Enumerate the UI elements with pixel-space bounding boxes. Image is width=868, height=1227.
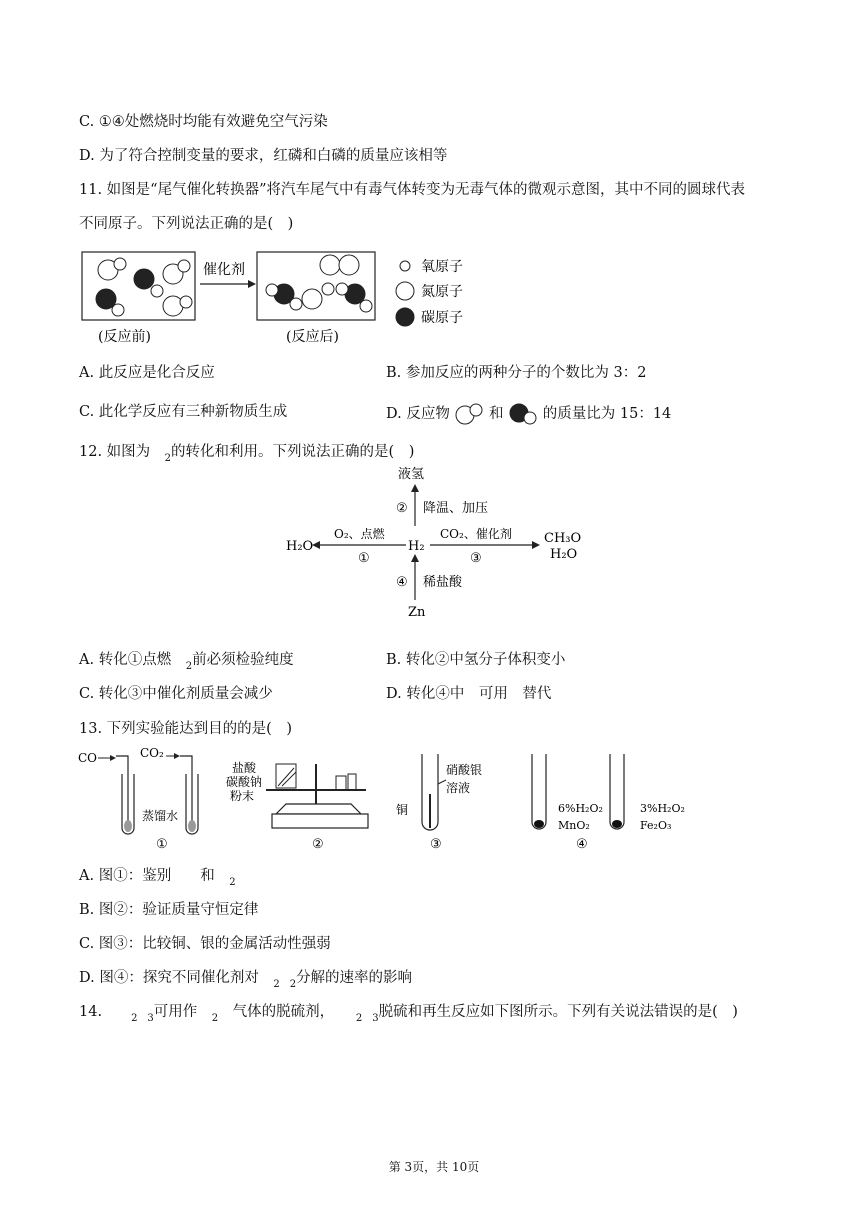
svg-text:降温、加压: 降温、加压 [423,501,489,516]
svg-text:CO: CO [78,751,98,765]
svg-text:CO₂、催化剂: CO₂、催化剂 [440,527,512,541]
svg-text:CO₂: CO₂ [140,746,164,760]
svg-text:盐酸: 盐酸 [232,761,257,775]
svg-text:①: ① [156,837,168,852]
svg-text:3%H₂O₂: 3%H₂O₂ [640,802,685,815]
svg-text:铜: 铜 [396,803,409,817]
after-label: (反应后) [286,329,339,345]
svg-text:④: ④ [576,837,588,852]
figure-11-diagram [76,244,496,354]
molecule-no-icon [454,402,484,426]
option-b13: B. 图②：验证质量守恒定律 [79,902,259,918]
svg-text:H₂O: H₂O [286,539,314,554]
svg-text:CH₃O: CH₃O [544,531,582,546]
legend-carbon: 碳原子 [421,310,463,326]
svg-text:③: ③ [470,551,482,566]
svg-text:Fe₂O₃: Fe₂O₃ [640,819,672,832]
svg-text:碳酸钠: 碳酸钠 [226,775,263,789]
svg-text:溶液: 溶液 [446,781,471,795]
option-b11: B. 参加反应的两种分子的个数比为 3：2 [386,365,647,381]
option-d11: D. 反应物 和 的质量比为 15：14 [386,402,671,426]
option-c13: C. 图③：比较铜、银的金属活动性强弱 [79,936,331,952]
svg-text:①: ① [358,551,370,566]
before-label: (反应前) [98,329,151,345]
option-d13: D. 图④：探究不同催化剂对 $_{2 2}$分解的速率的影响 [79,970,413,990]
question-13: 13. 下列实验能达到目的的是( ) [79,721,292,737]
figure-13-diagram [76,744,716,856]
svg-text:6%H₂O₂: 6%H₂O₂ [558,802,603,815]
option-c11: C. 此化学反应有三种新物质生成 [79,404,288,420]
center-h2: H₂ [408,539,425,554]
svg-text:③: ③ [430,837,442,852]
svg-text:粉末: 粉末 [230,789,255,803]
svg-text:④: ④ [396,575,408,590]
question-12: 12. 如图为 $_2$的转化和利用。下列说法正确的是( ) [79,444,415,464]
svg-text:O₂、点燃: O₂、点燃 [334,527,385,541]
option-c12: C. 转化③中催化剂质量会减少 [79,686,273,702]
svg-text:蒸馏水: 蒸馏水 [142,809,179,823]
legend-nitrogen: 氮原子 [421,284,463,300]
option-d10: D. 为了符合控制变量的要求，红磷和白磷的质量应该相等 [79,148,448,164]
page-footer: 第 3页，共 10页 [388,1160,480,1174]
option-a11: A. 此反应是化合反应 [79,365,215,381]
molecule-co-icon [508,402,538,426]
question-14: 14. $_{2 3}$可用作 $_2$ 气体的脱硫剂， $_{2 3}$脱硫和再生反应如下图所示。下列有关说法错误的是( ) [79,1004,738,1024]
option-d12: D. 转化④中 可用 替代 [386,686,552,702]
svg-text:稀盐酸: 稀盐酸 [423,575,463,590]
option-a12: A. 转化①点燃 $_2$前必须检验纯度 [79,652,294,672]
legend-oxygen: 氧原子 [421,259,463,275]
svg-text:Zn: Zn [408,605,426,620]
svg-text:H₂O: H₂O [550,547,578,562]
option-b12: B. 转化②中氢分子体积变小 [386,652,566,668]
question-11-line1: 11. 如图是“尾气催化转换器”将汽车尾气中有毒气体转变为无毒气体的微观示意图，其中不同的圆球代表 [79,182,745,198]
svg-text:②: ② [396,501,408,516]
svg-text:②: ② [312,837,324,852]
option-a13: A. 图①：鉴别 和 $_2$ [79,868,236,888]
svg-text:硝酸银: 硝酸银 [446,763,483,777]
option-c10: C. ①④处燃烧时均能有效避免空气污染 [79,114,328,130]
catalyst-label: 催化剂 [203,262,245,278]
liquid-hydrogen: 液氢 [398,467,425,482]
figure-12-diagram [280,462,600,620]
question-11-line2: 不同原子。下列说法正确的是( ) [79,216,294,232]
svg-text:MnO₂: MnO₂ [558,819,590,832]
